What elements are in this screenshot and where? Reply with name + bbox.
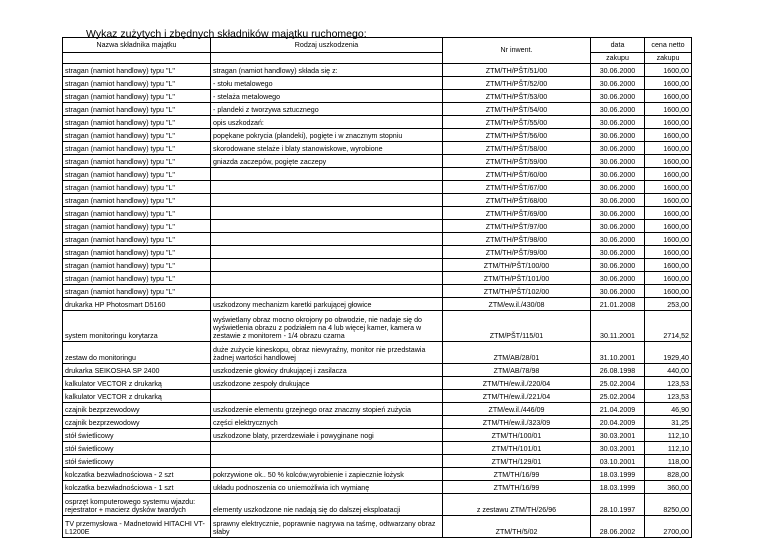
cell-damage <box>211 207 443 220</box>
table-row <box>63 233 692 246</box>
cell-price: 2714,52 <box>645 311 692 342</box>
cell-name: kalkulator VECTOR z drukarką <box>63 390 211 403</box>
cell-price: 360,00 <box>645 481 692 494</box>
cell-date: 30.06.2000 <box>591 233 645 246</box>
table-row <box>63 194 692 207</box>
cell-damage: uszkodzenie głowicy drukującej i zasilacza <box>211 364 443 377</box>
cell-price: 1600,00 <box>645 116 692 129</box>
cell-damage: pokrzywione ok.. 50 % kolców,wyrobienie i zapiecznie łożysk <box>211 468 443 481</box>
cell-inv: ZTM/TH/PŠT/51/00 <box>443 64 591 77</box>
cell-inv: ZTM/TH/PŠT/99/00 <box>443 246 591 259</box>
cell-price: 1600,00 <box>645 207 692 220</box>
header-name-blank <box>63 53 211 64</box>
cell-price: 1600,00 <box>645 129 692 142</box>
table-row <box>63 246 692 259</box>
cell-name: czajnik bezprzewodowy <box>63 403 211 416</box>
cell-damage: uszkodzenie elementu grzejnego oraz znaczny stopień zużycia <box>211 403 443 416</box>
cell-damage: uszkodzone zespoły drukujące <box>211 377 443 390</box>
cell-name: stragan (namiot handlowy) typu "L" <box>63 181 211 194</box>
table-row <box>63 481 692 494</box>
cell-inv: ZTM/ew.il./430/08 <box>443 298 591 311</box>
header-damage-blank <box>211 53 443 64</box>
cell-date: 26.08.1998 <box>591 364 645 377</box>
cell-price: 1600,00 <box>645 90 692 103</box>
cell-date: 28.06.2002 <box>591 516 645 538</box>
cell-inv: z zestawu ZTM/TH/26/96 <box>443 494 591 516</box>
cell-damage <box>211 442 443 455</box>
cell-damage: elementy uszkodzone nie nadają się do dalszej eksploatacji <box>211 494 443 516</box>
table-row <box>63 468 692 481</box>
cell-date: 30.06.2000 <box>591 220 645 233</box>
table-row <box>63 220 692 233</box>
cell-price: 1600,00 <box>645 77 692 90</box>
cell-inv: ZTM/TH/5/02 <box>443 516 591 538</box>
cell-inv: ZTM/TH/16/99 <box>443 481 591 494</box>
cell-name: kolczatka bezwładnościowa - 2 szt <box>63 468 211 481</box>
cell-date: 30.06.2000 <box>591 129 645 142</box>
cell-date: 30.06.2000 <box>591 181 645 194</box>
cell-damage: popękane pokrycia (plandeki), pogięte i w znacznym stopniu <box>211 129 443 142</box>
cell-name: stragan (namiot handlowy) typu "L" <box>63 194 211 207</box>
cell-name: stragan (namiot handlowy) typu "L" <box>63 259 211 272</box>
table-row <box>63 181 692 194</box>
cell-damage <box>211 194 443 207</box>
table-row <box>63 129 692 142</box>
cell-name: stragan (namiot handlowy) typu "L" <box>63 129 211 142</box>
cell-price: 1600,00 <box>645 259 692 272</box>
table-row <box>63 259 692 272</box>
table-row <box>63 403 692 416</box>
cell-date: 25.02.2004 <box>591 377 645 390</box>
table-row <box>63 155 692 168</box>
cell-damage: - stelaża metalowego <box>211 90 443 103</box>
header-price: cena netto <box>645 38 692 53</box>
cell-price: 1600,00 <box>645 194 692 207</box>
cell-inv: ZTM/PŠT/115/01 <box>443 311 591 342</box>
cell-inv: ZTM/AB/28/01 <box>443 342 591 364</box>
table-row <box>63 429 692 442</box>
table-row <box>63 390 692 403</box>
cell-inv: ZTM/AB/78/98 <box>443 364 591 377</box>
cell-damage <box>211 233 443 246</box>
cell-inv: ZTM/TH/PŠT/58/00 <box>443 142 591 155</box>
cell-date: 30.06.2000 <box>591 103 645 116</box>
cell-date: 18.03.1999 <box>591 481 645 494</box>
cell-name: system monitoringu korytarza <box>63 311 211 342</box>
table-row <box>63 342 692 364</box>
cell-name: stół świetlicowy <box>63 455 211 468</box>
table-row <box>63 364 692 377</box>
cell-name: stragan (namiot handlowy) typu "L" <box>63 207 211 220</box>
cell-name: czajnik bezprzewodowy <box>63 416 211 429</box>
cell-damage: - stołu metalowego <box>211 77 443 90</box>
cell-date: 31.10.2001 <box>591 342 645 364</box>
cell-inv: ZTM/TH/PŠT/98/00 <box>443 233 591 246</box>
cell-date: 20.04.2009 <box>591 416 645 429</box>
cell-inv: ZTM/TH/PŠT/60/00 <box>443 168 591 181</box>
cell-name: kolczatka bezwładnościowa - 1 szt <box>63 481 211 494</box>
cell-date: 30.06.2000 <box>591 142 645 155</box>
cell-damage: gniazda zaczepów, pogięte zaczepy <box>211 155 443 168</box>
cell-price: 2700,00 <box>645 516 692 538</box>
header-name: Nazwa składnika majątku <box>63 38 211 53</box>
cell-name: zestaw do monitoringu <box>63 342 211 364</box>
cell-inv: ZTM/TH/PŠT/97/00 <box>443 220 591 233</box>
cell-damage <box>211 259 443 272</box>
cell-damage: części elektrycznych <box>211 416 443 429</box>
cell-date: 30.06.2000 <box>591 168 645 181</box>
cell-date: 30.06.2000 <box>591 246 645 259</box>
cell-name: stragan (namiot handlowy) typu "L" <box>63 272 211 285</box>
cell-price: 118,00 <box>645 455 692 468</box>
cell-name: stragan (namiot handlowy) typu "L" <box>63 64 211 77</box>
assets-table <box>62 37 692 538</box>
cell-date: 30.06.2000 <box>591 155 645 168</box>
header-date2: zakupu <box>591 53 645 64</box>
cell-date: 30.06.2000 <box>591 90 645 103</box>
cell-damage <box>211 455 443 468</box>
cell-date: 03.10.2001 <box>591 455 645 468</box>
cell-damage <box>211 168 443 181</box>
cell-date: 30.06.2000 <box>591 64 645 77</box>
header-price2: zakupu <box>645 53 692 64</box>
cell-date: 30.06.2000 <box>591 285 645 298</box>
cell-inv: ZTM/TH/PŠT/100/00 <box>443 259 591 272</box>
cell-price: 123,53 <box>645 377 692 390</box>
cell-price: 31,25 <box>645 416 692 429</box>
cell-price: 1600,00 <box>645 220 692 233</box>
table-row <box>63 455 692 468</box>
cell-damage: opis uszkodzań: <box>211 116 443 129</box>
cell-damage <box>211 390 443 403</box>
cell-date: 30.06.2000 <box>591 194 645 207</box>
table-row <box>63 103 692 116</box>
cell-inv: ZTM/TH/PŠT/54/00 <box>443 103 591 116</box>
cell-name: stół świetlicowy <box>63 442 211 455</box>
cell-price: 1600,00 <box>645 246 692 259</box>
cell-name: stragan (namiot handlowy) typu "L" <box>63 90 211 103</box>
table-row <box>63 116 692 129</box>
cell-inv: ZTM/TH/PŠT/56/00 <box>443 129 591 142</box>
cell-name: osprzęt komputerowego systemu wjazdu: rejestrator + macierz dysków twardych <box>63 494 211 516</box>
cell-name: stragan (namiot handlowy) typu "L" <box>63 285 211 298</box>
cell-date: 30.11.2001 <box>591 311 645 342</box>
cell-inv: ZTM/TH/ew.il./221/04 <box>443 390 591 403</box>
cell-inv: ZTM/TH/PŠT/59/00 <box>443 155 591 168</box>
cell-damage: duże zużycie kineskopu, obraz niewyraźny, monitor nie przedstawia żadnej wartości handlowej <box>211 342 443 364</box>
table-row <box>63 90 692 103</box>
cell-date: 30.06.2000 <box>591 77 645 90</box>
cell-inv: ZTM/TH/PŠT/102/00 <box>443 285 591 298</box>
cell-inv: ZTM/TH/16/99 <box>443 468 591 481</box>
table-row <box>63 516 692 538</box>
cell-date: 18.03.1999 <box>591 468 645 481</box>
cell-price: 253,00 <box>645 298 692 311</box>
cell-name: stragan (namiot handlowy) typu "L" <box>63 77 211 90</box>
cell-inv: ZTM/TH/PŠT/68/00 <box>443 194 591 207</box>
cell-price: 1600,00 <box>645 181 692 194</box>
table-row <box>63 311 692 342</box>
table-row <box>63 142 692 155</box>
cell-damage: skorodowane stelaże i blaty stanowiskowe, wyrobione <box>211 142 443 155</box>
cell-price: 1600,00 <box>645 155 692 168</box>
cell-date: 21.04.2009 <box>591 403 645 416</box>
header-damage: Rodzaj uszkodzenia <box>211 38 443 53</box>
cell-price: 1600,00 <box>645 168 692 181</box>
cell-inv: ZTM/TH/PŠT/67/00 <box>443 181 591 194</box>
cell-price: 1600,00 <box>645 64 692 77</box>
cell-price: 1929,40 <box>645 342 692 364</box>
cell-price: 112,10 <box>645 442 692 455</box>
cell-date: 30.06.2000 <box>591 259 645 272</box>
cell-name: stół świetlicowy <box>63 429 211 442</box>
table-row <box>63 298 692 311</box>
cell-inv: ZTM/TH/ew.il./220/04 <box>443 377 591 390</box>
cell-inv: ZTM/ew.il./446/09 <box>443 403 591 416</box>
cell-damage: - plandeki z tworzywa sztucznego <box>211 103 443 116</box>
cell-name: drukarka SEIKOSHA SP 2400 <box>63 364 211 377</box>
cell-damage <box>211 246 443 259</box>
cell-damage <box>211 220 443 233</box>
cell-damage: stragan (namiot handlowy) składa się z: <box>211 64 443 77</box>
cell-name: stragan (namiot handlowy) typu "L" <box>63 168 211 181</box>
cell-inv: ZTM/TH/PŠT/101/00 <box>443 272 591 285</box>
cell-name: stragan (namiot handlowy) typu "L" <box>63 142 211 155</box>
cell-name: kalkulator VECTOR z drukarką <box>63 377 211 390</box>
cell-name: stragan (namiot handlowy) typu "L" <box>63 220 211 233</box>
cell-name: stragan (namiot handlowy) typu "L" <box>63 116 211 129</box>
cell-damage <box>211 285 443 298</box>
cell-name: stragan (namiot handlowy) typu "L" <box>63 233 211 246</box>
cell-damage: uszkodzony mechanizm karetki parkującej głowice <box>211 298 443 311</box>
cell-date: 30.06.2000 <box>591 207 645 220</box>
cell-price: 123,53 <box>645 390 692 403</box>
cell-inv: ZTM/TH/101/01 <box>443 442 591 455</box>
table-row <box>63 416 692 429</box>
header-date: data <box>591 38 645 53</box>
cell-damage: wyświetlany obraz mocno okrojony po obwodzie, nie nadaje się do wyświetlenia obrazu z podziałem na 4 lub więcej kamer, kamera w zestawie z monitorem - 1/4 obrazu czarna <box>211 311 443 342</box>
cell-price: 1600,00 <box>645 285 692 298</box>
cell-price: 1600,00 <box>645 272 692 285</box>
cell-inv: ZTM/TH/ew.il./323/09 <box>443 416 591 429</box>
table-row <box>63 285 692 298</box>
cell-price: 1600,00 <box>645 233 692 246</box>
table-row <box>63 168 692 181</box>
cell-date: 25.02.2004 <box>591 390 645 403</box>
table-row <box>63 272 692 285</box>
cell-price: 112,10 <box>645 429 692 442</box>
cell-price: 46,90 <box>645 403 692 416</box>
cell-damage: układu podnoszenia co uniemożliwia ich wymianę <box>211 481 443 494</box>
cell-damage: sprawny elektrycznie, poprawnie nagrywa na taśmę, odtwarzany obraz słaby <box>211 516 443 538</box>
cell-inv: ZTM/TH/PŠT/55/00 <box>443 116 591 129</box>
table-row <box>63 77 692 90</box>
cell-damage <box>211 272 443 285</box>
cell-name: stragan (namiot handlowy) typu "L" <box>63 155 211 168</box>
cell-name: drukarka HP Photosmart D5160 <box>63 298 211 311</box>
table-body <box>63 64 692 538</box>
cell-price: 8250,00 <box>645 494 692 516</box>
cell-inv: ZTM/TH/PŠT/53/00 <box>443 90 591 103</box>
cell-price: 1600,00 <box>645 103 692 116</box>
header-inv: Nr inwent. <box>443 38 591 64</box>
cell-price: 1600,00 <box>645 142 692 155</box>
cell-price: 828,00 <box>645 468 692 481</box>
cell-damage: uszkodzone blaty, przerdzewiałe i powyginane nogi <box>211 429 443 442</box>
table-row <box>63 207 692 220</box>
table-row <box>63 442 692 455</box>
cell-inv: ZTM/TH/129/01 <box>443 455 591 468</box>
page-title: Wykaz zużytych i zbędnych składników majątku ruchomego: <box>86 28 367 40</box>
cell-date: 30.03.2001 <box>591 442 645 455</box>
cell-date: 30.06.2000 <box>591 272 645 285</box>
cell-name: stragan (namiot handlowy) typu "L" <box>63 103 211 116</box>
table-row <box>63 377 692 390</box>
table-row <box>63 64 692 77</box>
cell-date: 21.01.2008 <box>591 298 645 311</box>
cell-inv: ZTM/TH/100/01 <box>443 429 591 442</box>
table-row <box>63 494 692 516</box>
cell-inv: ZTM/TH/PŠT/52/00 <box>443 77 591 90</box>
cell-date: 30.06.2000 <box>591 116 645 129</box>
cell-name: TV przemysłowa - Madnetowid HITACHI VT-L1200E <box>63 516 211 538</box>
cell-damage <box>211 181 443 194</box>
cell-name: stragan (namiot handlowy) typu "L" <box>63 246 211 259</box>
cell-date: 30.03.2001 <box>591 429 645 442</box>
cell-price: 440,00 <box>645 364 692 377</box>
cell-date: 28.10.1997 <box>591 494 645 516</box>
cell-inv: ZTM/TH/PŠT/69/00 <box>443 207 591 220</box>
